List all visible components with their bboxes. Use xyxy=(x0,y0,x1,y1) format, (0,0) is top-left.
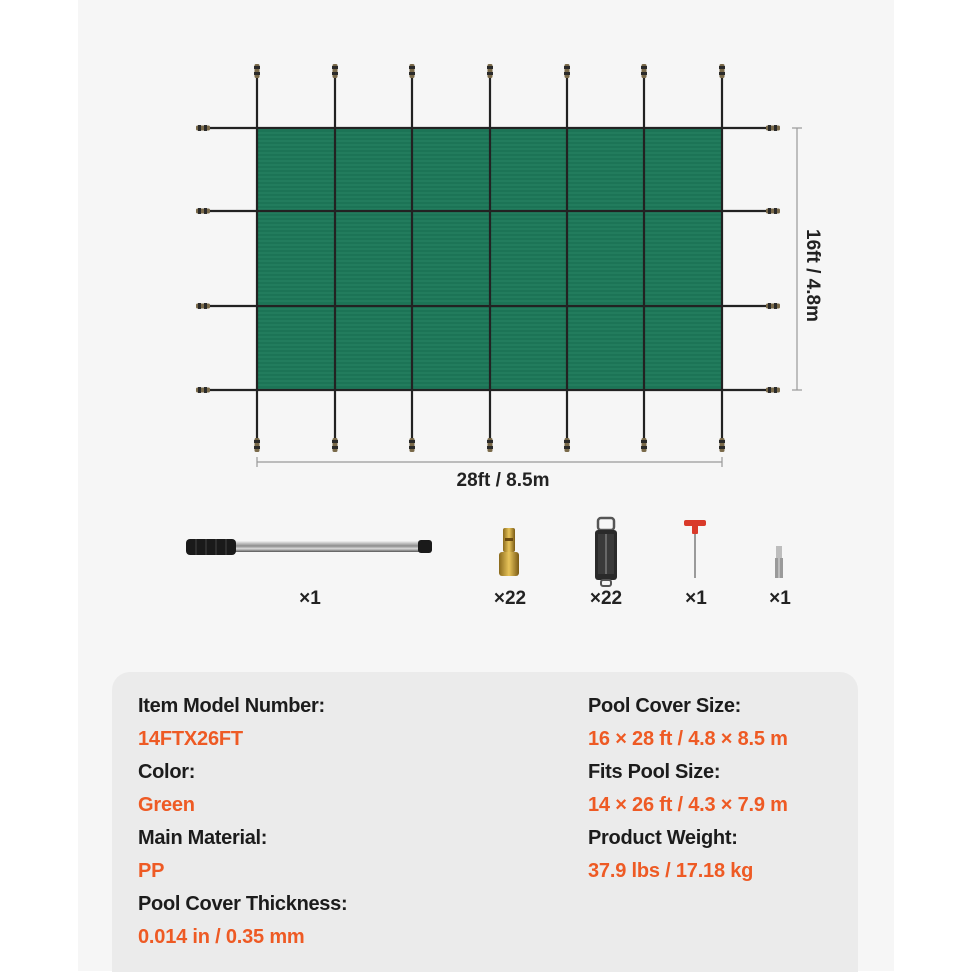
spring-quantity: ×22 xyxy=(589,588,623,609)
installation-rod-icon xyxy=(186,539,432,555)
specs-right-column xyxy=(588,690,788,888)
width-dimension-line xyxy=(257,457,722,467)
left-anchors xyxy=(196,125,210,393)
weight-label: Product Weight: xyxy=(588,827,738,849)
drill-bit-quantity: ×1 xyxy=(769,588,791,609)
fits-pool-size-value: 14 × 26 ft / 4.3 × 7.9 m xyxy=(588,794,788,816)
cover-size-label: Pool Cover Size: xyxy=(588,695,742,717)
model-number-value: 14FTX26FT xyxy=(138,728,243,750)
anchor-quantity: ×22 xyxy=(493,588,527,609)
rod-quantity: ×1 xyxy=(299,588,321,609)
hex-key-icon xyxy=(684,520,706,578)
hex-key-quantity: ×1 xyxy=(685,588,707,609)
width-label: 28ft / 8.5m xyxy=(456,470,550,491)
specifications-panel xyxy=(112,672,858,972)
color-value: Green xyxy=(138,794,195,816)
top-anchors xyxy=(254,64,725,78)
height-label: 16ft / 4.8m xyxy=(802,229,823,322)
cover-size-value: 16 × 28 ft / 4.8 × 8.5 m xyxy=(588,728,788,750)
fits-pool-size-label: Fits Pool Size: xyxy=(588,761,721,783)
accessories-illustration xyxy=(0,510,970,620)
spring-icon xyxy=(595,518,617,586)
model-number-label: Item Model Number: xyxy=(138,695,325,717)
bottom-anchors xyxy=(254,438,725,452)
right-anchors xyxy=(766,125,780,393)
material-label: Main Material: xyxy=(138,827,268,849)
thickness-value: 0.014 in / 0.35 mm xyxy=(138,926,305,948)
brass-anchor-icon xyxy=(499,528,519,576)
thickness-label: Pool Cover Thickness: xyxy=(138,893,348,915)
material-value: PP xyxy=(138,860,165,882)
specs-left-column xyxy=(138,690,347,954)
drill-bit-icon xyxy=(775,546,783,578)
color-label: Color: xyxy=(138,761,196,783)
weight-value: 37.9 lbs / 17.18 kg xyxy=(588,860,754,882)
